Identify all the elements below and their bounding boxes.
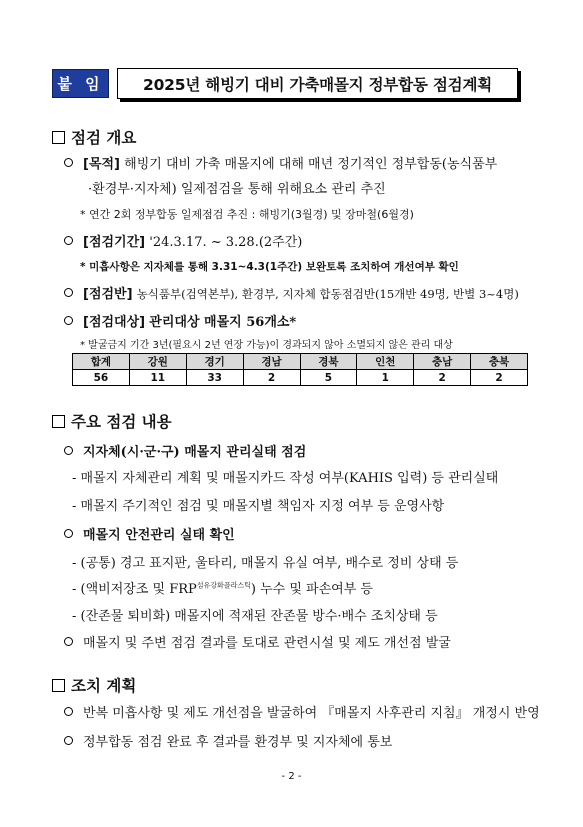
frp-footnote: 섬유강화플라스틱 [196,581,251,590]
table-header-cell: 경북 [300,354,357,370]
team-row [64,283,519,302]
action-item2-text: 정부합동 점검 완료 후 결과를 환경부 및 지자체에 통보 [83,735,393,750]
checkbox-square-icon [52,679,65,692]
circle-bullet-icon [64,446,73,455]
item2-sub2 [72,578,373,597]
target-row [64,311,296,330]
target-note: * 발굴금지 기간 3년(필요시 2년 연장 가능)이 경과되지 않아 소멸되지 않은 관리 대상 [80,340,453,351]
section-title: 조치 계획 [71,677,137,695]
item2-title: 매몰지 안전관리 실태 확인 [83,528,235,543]
period-label: [점검기간] [83,235,146,250]
period-text: '24.3.17. ~ 3.28.(2주간) [149,235,303,250]
table-cell: 11 [129,370,186,386]
purpose-row [64,153,497,172]
table-header-cell: 인천 [357,354,414,370]
table-header-cell: 충남 [414,354,471,370]
stats-table [72,353,528,386]
item1-sub1: - 매몰지 자체관리 계획 및 매몰지카드 작성 여부(KAHIS 입력) 등 관리실태 [72,471,499,486]
table-cell: 2 [243,370,300,386]
circle-bullet-icon [64,707,73,716]
item2-row [64,524,235,543]
item3-row [64,632,451,651]
item3-text: 매몰지 및 주변 점검 결과를 토대로 관련시설 및 제도 개선점 발굴 [83,636,451,651]
action-item2 [64,731,392,750]
team-label: [점검반] [83,287,133,302]
item1-title: 지자체(시·군·구) 매몰지 관리실태 점검 [83,445,307,460]
purpose-label: [목적] [83,157,120,172]
section-title: 점검 개요 [71,129,137,147]
period-row [64,231,302,250]
checkbox-square-icon [52,415,65,428]
circle-bullet-icon [64,637,73,646]
item2-sub3: - (잔존물 퇴비화) 매몰지에 적재된 잔존물 방수·배수 조치상태 등 [72,609,438,624]
section-heading-main-items [52,410,172,432]
team-text: 농식품부(검역본부), 환경부, 지자체 합동점검반(15개반 49명, 반별 3~4명) [136,287,519,301]
circle-bullet-icon [64,288,73,297]
action-item1 [64,702,540,721]
purpose-note: * 연간 2회 정부합동 일제점검 추진 : 해빙기(3월경) 및 장마철(6월경) [80,208,414,221]
section-title: 주요 점검 내용 [71,413,172,431]
item1-row [64,441,306,460]
table-row [73,370,528,386]
table-header-cell: 경남 [243,354,300,370]
table-header-cell: 충북 [471,354,528,370]
section-heading-action [52,674,136,696]
table-cell: 2 [471,370,528,386]
period-note: * 미흡사항은 지자체를 통해 3.31~4.3(1주간) 보완토록 조치하여 개선여부 확인 [80,261,459,273]
page-number: - 2 - [281,771,302,782]
action-item1-text: 반복 미흡사항 및 제도 개선점을 발굴하여 『매몰지 사후관리 지침』 개정시 반영 [83,706,540,721]
table-header-row [73,354,528,370]
target-label: [점검대상] [83,315,146,330]
table-cell: 56 [73,370,130,386]
table-cell: 33 [186,370,243,386]
table-header-cell: 경기 [186,354,243,370]
table-cell: 5 [300,370,357,386]
circle-bullet-icon [64,236,73,245]
circle-bullet-icon [64,736,73,745]
item1-sub2: - 매몰지 주기적인 점검 및 매몰지별 책임자 지정 여부 등 운영사항 [72,499,445,514]
table-header-cell: 합계 [73,354,130,370]
table-cell: 1 [357,370,414,386]
table-cell: 2 [414,370,471,386]
table-header-cell: 강원 [129,354,186,370]
purpose-text-cont: ·환경부·지자체) 일제점검을 통해 위해요소 관리 추진 [88,182,386,197]
checkbox-square-icon [52,131,65,144]
purpose-text: 해빙기 대비 가축 매몰지에 대해 매년 정기적인 정부합동(농식품부 [124,157,498,172]
target-text: 관리대상 매몰지 56개소* [149,315,297,330]
item2-sub1: - (공통) 경고 표지판, 울타리, 매몰지 유실 여부, 배수로 정비 상태 등 [72,556,459,571]
section-heading-overview [52,126,136,148]
attachment-tag: 붙 임 [52,69,109,98]
item2-sub2-text-cont: ) 누수 및 파손여부 등 [250,582,373,597]
item2-sub2-text: - (액비저장조 및 FRP [72,582,197,597]
circle-bullet-icon [64,158,73,167]
document-title: 2025년 해빙기 대비 가축매몰지 정부합동 점검계획 [117,68,518,99]
circle-bullet-icon [64,529,73,538]
circle-bullet-icon [64,316,73,325]
